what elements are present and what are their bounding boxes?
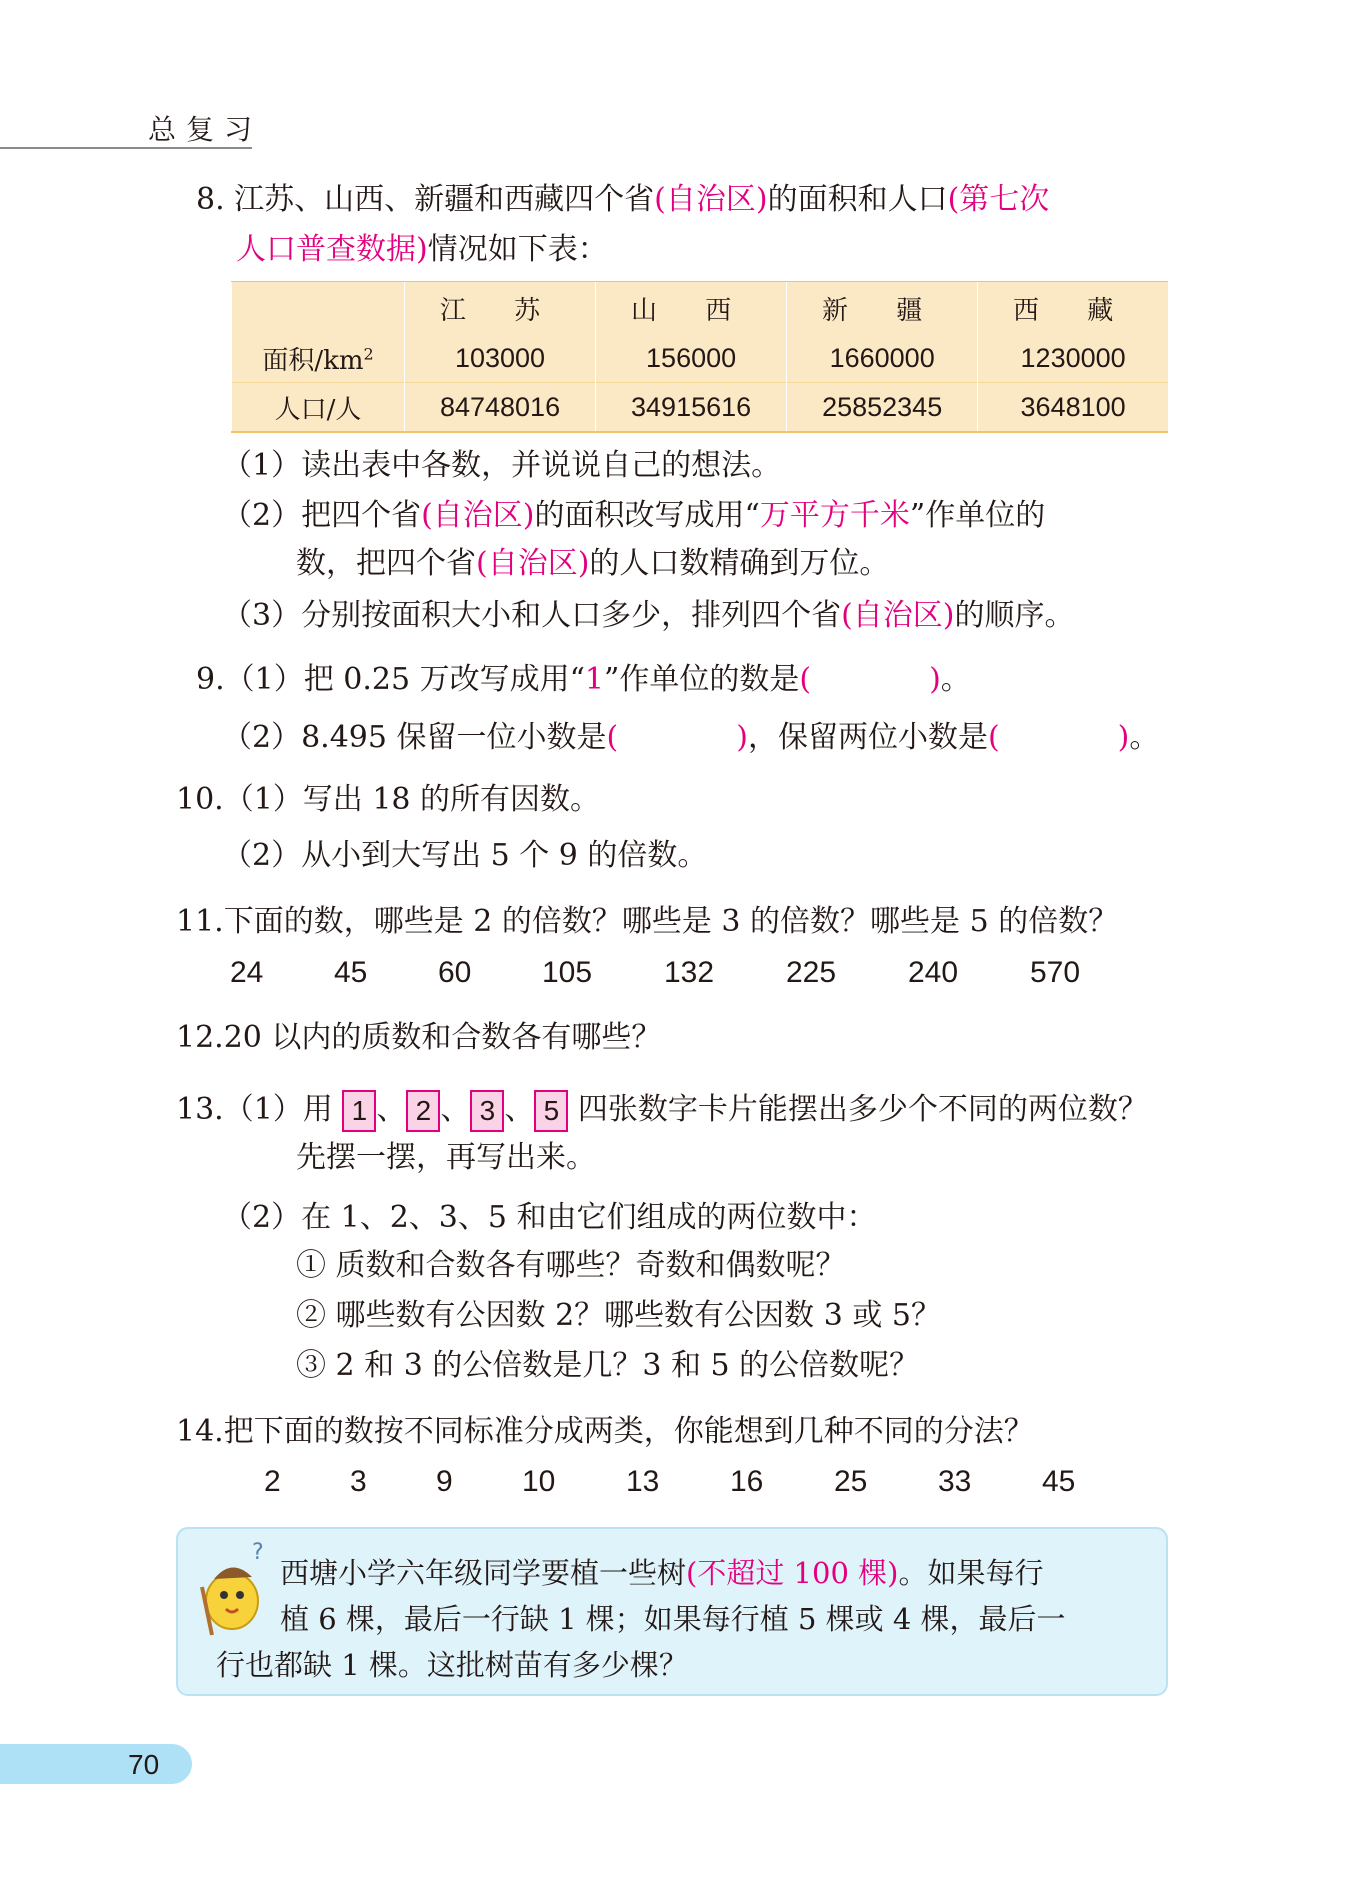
q9-1-blank-open: ( [799,662,812,697]
q11-num: 570 [1030,956,1081,989]
q9-number: 9. [196,662,225,697]
province-table [231,282,1168,431]
page-number-tab [0,1744,192,1784]
q11-number: 11. [176,904,224,939]
q13-sep: 、 [504,1092,535,1127]
area-xizang: 1230000 [978,334,1168,383]
q9-1-end: 。 [940,662,971,697]
header-rule [0,147,252,149]
q11-num: 24 [230,956,264,989]
q8-p3-c: 的顺序。 [954,598,1075,633]
table-col-xizang: 西 藏 [978,282,1168,334]
q9-2-blank2-open: ( [987,720,1000,755]
challenge-line-3: 行也都缺 1 棵。这批树苗有多少棵？ [216,1648,688,1682]
q10-line-1 [176,782,600,818]
q13-line-2: 先摆一摆，再写出来。 [296,1140,596,1175]
q12-text: 20 以内的质数和合数各有哪些？ [223,1020,662,1055]
q14-num: 10 [522,1465,556,1498]
q8-p3-b: (自治区) [841,598,955,633]
table-corner [232,282,405,334]
section-header: 总复习 [148,113,263,146]
q8-part-3 [222,598,1075,634]
q11-text: 下面的数，哪些是 2 的倍数？哪些是 3 的倍数？哪些是 5 的倍数？ [223,904,1119,939]
digit-card: 5 [534,1090,568,1132]
q14-text: 把下面的数按不同标准分成两类，你能想到几种不同的分法？ [223,1414,1034,1449]
q9-2-blank2-close: ) [1117,720,1130,755]
challenge-1-c: 。如果每行 [898,1556,1044,1590]
q8-p2-e: ”作单位的 [909,498,1046,533]
area-xinjiang: 1660000 [787,334,978,383]
svg-text:?: ? [252,1540,264,1565]
q13-part-2: （2）在 1、2、3、5 和由它们组成的两位数中： [222,1200,877,1235]
q14-number-row [0,1465,1353,1505]
q13-sub-1: ① 质数和合数各有哪些？奇数和偶数呢？ [296,1248,846,1283]
pop-xizang: 3648100 [978,383,1168,432]
pop-shanxi: 34915616 [596,383,787,432]
q14-num: 2 [264,1465,281,1498]
q8-text-c: 的面积和人口 [767,182,948,217]
q11-number-row [0,956,1353,996]
q14-num: 45 [1042,1465,1076,1498]
q14-num: 9 [436,1465,453,1498]
q8-p2-h: 的人口数精确到万位。 [589,546,890,581]
q9-line-2 [222,720,1159,756]
q11-line [176,904,1118,940]
q9-2-a: （2）8.495 保留一位小数是 [222,720,607,755]
q10-number: 10. [176,782,224,817]
table-row-area [232,334,1169,383]
table-header-row [232,282,1169,334]
table-col-shanxi: 山 西 [596,282,787,334]
q8-p2-f: 数，把四个省 [296,546,476,581]
table-col-jiangsu: 江 苏 [405,282,596,334]
q13-sub-2: ② 哪些数有公因数 2？哪些数有公因数 3 或 5？ [296,1298,941,1333]
q8-p2-g: (自治区) [476,546,590,581]
q9-1-c: ”作单位的数是 [604,662,800,697]
table-col-xinjiang: 新 疆 [787,282,978,334]
q9-2-blank1-open: ( [606,720,619,755]
q11-num: 60 [438,956,472,989]
q8-line-2 [236,232,608,268]
q13-1-b: 四张数字卡片能摆出多少个不同的两位数？ [577,1092,1148,1127]
q8-text-d: (第七次 [947,182,1050,217]
q11-num: 45 [334,956,368,989]
q8-text-f: 情况如下表： [427,232,608,267]
q14-line [176,1414,1034,1450]
q14-num: 3 [350,1465,367,1498]
q14-num: 25 [834,1465,868,1498]
q14-number: 14. [176,1414,224,1449]
area-jiangsu: 103000 [405,334,596,383]
q9-2-b: ，保留两位小数是 [747,720,988,755]
q8-part-2-line-2 [296,546,889,582]
pop-label: 人口/人 [232,383,405,432]
q8-text-b: (自治区) [654,182,768,217]
digit-card: 1 [342,1090,376,1132]
q9-line-1 [196,662,971,698]
page-number: 70 [128,1749,160,1780]
q11-num: 105 [542,956,593,989]
q10-part-1: （1）写出 18 的所有因数。 [223,782,601,817]
q8-line-1 [196,182,1049,218]
area-shanxi: 156000 [596,334,787,383]
q13-number: 13. [176,1092,224,1127]
mascot-icon [194,1539,270,1639]
table-bottom-rule [231,431,1168,433]
q8-part-1: （1）读出表中各数，并说说自己的想法。 [222,448,782,483]
q13-sub-3: ③ 2 和 3 的公倍数是几？3 和 5 的公倍数呢？ [296,1348,920,1383]
q9-2-blank1-close: ) [736,720,748,755]
q13-sep: 、 [440,1092,471,1127]
q8-p2-b: (自治区) [421,498,535,533]
q9-1-blank-close: ) [929,662,941,697]
challenge-line-1 [280,1551,1043,1592]
q8-p3-a: （3）分别按面积大小和人口多少，排列四个省 [222,598,842,633]
q8-text-e: 人口普查数据) [236,232,428,267]
q8-text-a: 江苏、山西、新疆和西藏四个省 [234,182,655,217]
q14-num: 16 [730,1465,764,1498]
pop-xinjiang: 25852345 [787,383,978,432]
digit-card: 2 [406,1090,440,1132]
q13-line-1 [176,1090,1148,1132]
challenge-box [176,1527,1168,1696]
q8-p2-c: 的面积改写成用“ [534,498,760,533]
q9-1-b: 1 [584,662,605,697]
pop-jiangsu: 84748016 [405,383,596,432]
q11-num: 225 [786,956,837,989]
q13-sep: 、 [376,1092,407,1127]
q12-line [176,1020,661,1056]
q11-num: 132 [664,956,715,989]
q13-1-a: （1）用 [223,1092,333,1127]
q8-number: 8. [196,182,225,217]
challenge-line-2: 植 6 棵，最后一行缺 1 棵；如果每行植 5 棵或 4 棵，最后一 [280,1602,1066,1636]
q9-1-a: （1）把 0.25 万改写成用“ [224,662,585,697]
q9-2-end: 。 [1129,720,1160,755]
challenge-1-a: 西塘小学六年级同学要植一些树 [280,1556,687,1590]
challenge-1-b: (不超过 100 棵) [686,1556,899,1590]
q8-p2-a: （2）把四个省 [222,498,422,533]
q12-number: 12. [176,1020,224,1055]
table-row-population [232,383,1169,432]
q14-num: 33 [938,1465,972,1498]
q11-num: 240 [908,956,959,989]
q10-part-2: （2）从小到大写出 5 个 9 的倍数。 [222,838,708,873]
digit-card: 3 [470,1090,504,1132]
q8-p2-d: 万平方千米 [759,498,910,533]
q14-num: 13 [626,1465,660,1498]
q8-part-2-line-1 [222,498,1045,534]
area-label: 面积$/km^2$ [232,334,405,383]
